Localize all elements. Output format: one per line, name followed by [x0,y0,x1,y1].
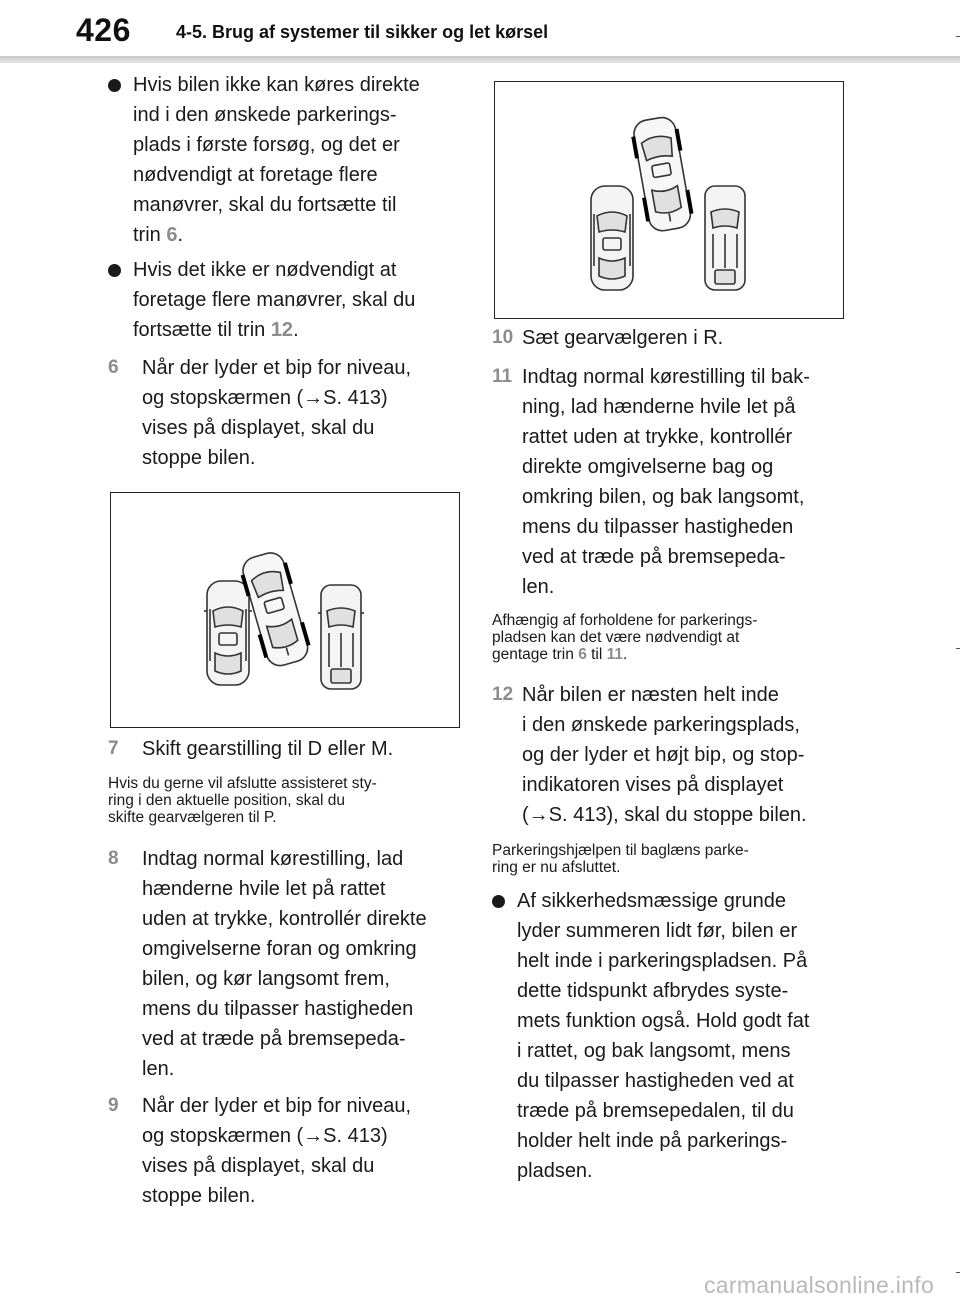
parking-illustration-2 [494,81,844,319]
parked-car-right [318,585,364,689]
bullet-item [108,70,468,250]
parked-car-left [204,581,252,685]
maneuvering-car [631,115,694,233]
step-reference: 12 [270,319,294,341]
step-10 [492,323,852,353]
bullet-item [108,255,468,345]
step-number: 11 [492,366,513,387]
step-12 [492,680,852,830]
step-number: 7 [108,738,119,759]
bullet-dot-icon [492,895,505,908]
step-number: 6 [108,357,119,378]
step-number: 9 [108,1095,119,1116]
crop-mark [956,648,960,649]
bullet-dot-icon [108,79,121,92]
note-text: Afhængig af forholdene for parkerings- pladsen kan det være nødvendigt at gentage trin 6 til 11. [492,612,758,663]
step-7 [108,734,468,764]
parked-car-left [591,186,633,290]
note-text: Hvis du gerne vil afslutte assisteret sty- ring i den aktuelle position, skal du skifte gearvælgeren til P. [108,775,377,826]
page-number: 426 [76,12,131,48]
crop-mark [956,36,960,37]
step-number: 8 [108,848,119,869]
step-reference: 6 [578,646,587,663]
bullet-dot-icon [108,264,121,277]
step-11 [492,362,852,602]
note-text: Parkeringshjælpen til baglæns parke- ring er nu afsluttet. [492,842,749,876]
parking-cars-illustration-icon [111,493,459,727]
bullet-text: Hvis det ikke er nødvendigt at foretage flere manøvrer, skal du fortsætte til trin 12. [133,259,416,341]
bullet-text: Hvis bilen ikke kan køres direkte ind i den ønskede parkerings- plads i første forsøg, og det er nødvendigt at foretage flere manøvrer, skal du fortsætte til trin 6. [133,74,420,246]
step-text: Indtag normal kørestilling, lad hænderne hvile let på rattet uden at trykke, kontrollér direkte omgivelserne foran og omkring bilen, og kør langsomt frem, mens du tilpasser hastigheden ved at træde på bremsepeda- len. [142,848,427,1080]
watermark: carmanualsonline.info [704,1272,935,1298]
section-title: 4-5. Brug af systemer til sikker og let kørsel [176,22,549,42]
parked-car-right [705,186,745,290]
step-6 [108,353,468,473]
header-rule [0,56,960,63]
step-text: Skift gearstilling til D eller M. [142,738,394,760]
step-reference: 6 [166,224,178,246]
bullet-item [492,886,852,1186]
step-text: Når bilen er næsten helt inde i den ønskede parkeringsplads, og der lyder et højt bip, og stop- indikatoren vises på displayet (→S. 413), skal du stoppe bilen. [522,684,807,826]
bullet-text: Af sikkerhedsmæssige grunde lyder summeren lidt før, bilen er helt inde i parkeringspladsen. På dette tidspunkt afbrydes syste- mets funktion også. Hold godt fat i rattet, og bak langsomt, mens du tilpasser hastigheden ved at træde på bremsepedalen, til du holder helt inde på parkerings- pladsen. [517,890,810,1182]
arrow-icon: → [303,387,324,409]
step-text: Sæt gearvælgeren i R. [522,327,724,349]
crop-mark [956,1272,960,1273]
step-number: 10 [492,327,514,348]
parking-cars-illustration-icon [495,82,843,318]
step-8 [108,844,468,1084]
step-reference: 11 [606,646,624,663]
step-text: Indtag normal kørestilling til bak- ning, lad hænderne hvile let på rattet uden at trykke, kontrollér direkte omgivelserne bag og omkring bilen, og bak langsomt, mens du tilpasser hastigheden ved at træde på bremsepeda- len. [522,366,810,598]
page-header [0,0,960,66]
step-number: 12 [492,684,514,705]
step-text: Når der lyder et bip for niveau, og stopskærmen (→S. 413) vises på displayet, skal du stoppe bilen. [142,357,412,469]
parking-illustration-1 [110,492,460,728]
step-9 [108,1091,468,1211]
step-text: Når der lyder et bip for niveau, og stopskærmen (→S. 413) vises på displayet, skal du stoppe bilen. [142,1095,412,1207]
arrow-icon: → [528,804,549,826]
arrow-icon: → [303,1125,324,1147]
